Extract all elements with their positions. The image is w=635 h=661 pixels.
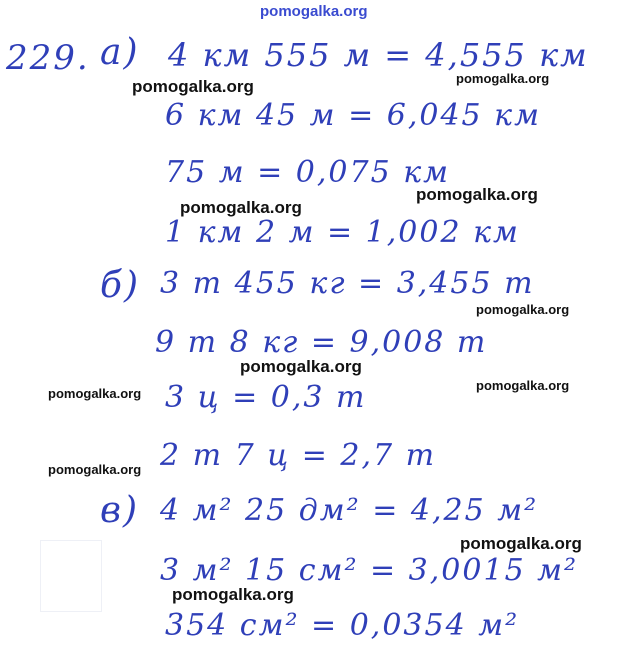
watermark: pomogalka.org (240, 357, 362, 376)
watermark: pomogalka.org (48, 386, 142, 401)
part-b-line-2: 9 т 8 кг = 9,008 т (155, 325, 488, 360)
watermark: pomogalka.org (180, 198, 302, 217)
watermark: pomogalka.org (172, 585, 294, 604)
part-a-line-3: 75 м = 0,075 км (165, 155, 450, 190)
header-site-url: pomogalka.org (260, 3, 368, 20)
part-a-line-4: 1 км 2 м = 1,002 км (165, 215, 520, 250)
watermark: pomogalka.org (416, 185, 538, 204)
part-a-label: а) (100, 32, 140, 73)
faint-grid-lines (40, 540, 102, 612)
watermark: pomogalka.org (476, 302, 570, 317)
watermark: pomogalka.org (48, 462, 142, 477)
watermark: pomogalka.org (456, 71, 550, 86)
part-b-line-3: 3 ц = 0,3 т (165, 380, 367, 415)
watermark: pomogalka.org (476, 378, 570, 393)
part-b-label: б) (100, 265, 141, 306)
part-c-line-2: 3 м² 15 см² = 3,0015 м² (160, 553, 579, 588)
part-c-line-1: 4 м² 25 дм² = 4,25 м² (160, 493, 539, 528)
watermark: pomogalka.org (132, 77, 254, 96)
part-c-label: в) (100, 490, 139, 531)
part-b-line-4: 2 т 7 ц = 2,7 т (160, 438, 437, 473)
watermark: pomogalka.org (460, 534, 582, 553)
part-b-line-1: 3 т 455 кг = 3,455 т (160, 266, 535, 301)
part-c-line-3: 354 см² = 0,0354 м² (165, 608, 520, 643)
part-a-line-1: 4 км 555 м = 4,555 км (168, 36, 589, 74)
part-a-line-2: 6 км 45 м = 6,045 км (165, 98, 541, 133)
problem-number: 229. (6, 38, 90, 78)
